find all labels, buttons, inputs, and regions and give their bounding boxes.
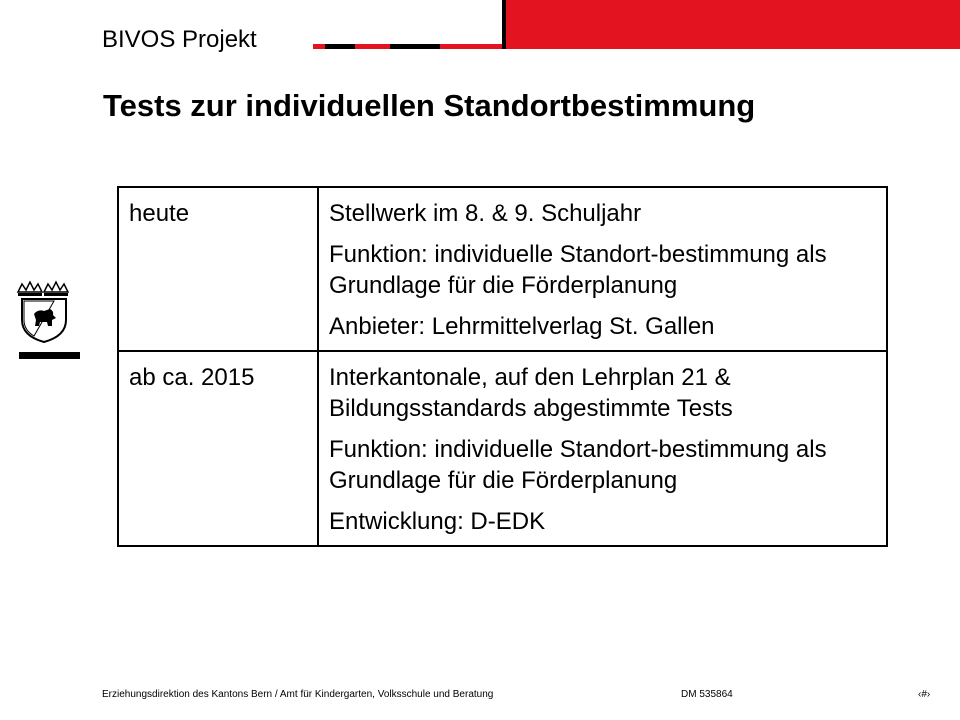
bar-segment-red-3 — [440, 44, 502, 49]
time-cell: heute — [118, 187, 318, 351]
bern-crest-icon — [10, 278, 80, 368]
slide-title: Tests zur individuellen Standortbestimmung — [103, 88, 756, 123]
description-paragraph: Funktion: individuelle Standort-bestimmung als Grundlage für die Förderplanung — [329, 436, 827, 494]
bar-block-red — [506, 0, 960, 49]
description-paragraph: Entwicklung: D-EDK — [329, 508, 546, 535]
description-paragraph: Interkantonale, auf den Lehrplan 21 & Bildungsstandards abgestimmte Tests — [329, 364, 733, 422]
bar-segment-black-3 — [502, 0, 506, 49]
time-cell: ab ca. 2015 — [118, 351, 318, 546]
description-cell — [318, 187, 887, 351]
table-row — [118, 351, 887, 546]
footer-organization: Erziehungsdirektion des Kantons Bern / Amt für Kindergarten, Volksschule und Beratung — [102, 689, 494, 700]
table-row — [118, 187, 887, 351]
description-cell — [318, 351, 887, 546]
description-paragraph: Stellwerk im 8. & 9. Schuljahr — [329, 200, 642, 227]
bar-segment-black-1 — [325, 44, 355, 49]
description-paragraph: Funktion: individuelle Standort-bestimmung als Grundlage für die Förderplanung — [329, 241, 827, 299]
footer-page-marker: ‹#› — [918, 689, 931, 700]
bar-segment-red-1 — [313, 44, 325, 49]
bar-segment-black-2 — [390, 44, 440, 49]
footer-doc-id: DM 535864 — [681, 689, 733, 700]
description-paragraph: Anbieter: Lehrmittelverlag St. Gallen — [329, 313, 715, 340]
bar-segment-red-2 — [355, 44, 390, 49]
content-table — [117, 186, 888, 547]
project-label: BIVOS Projekt — [102, 26, 257, 53]
